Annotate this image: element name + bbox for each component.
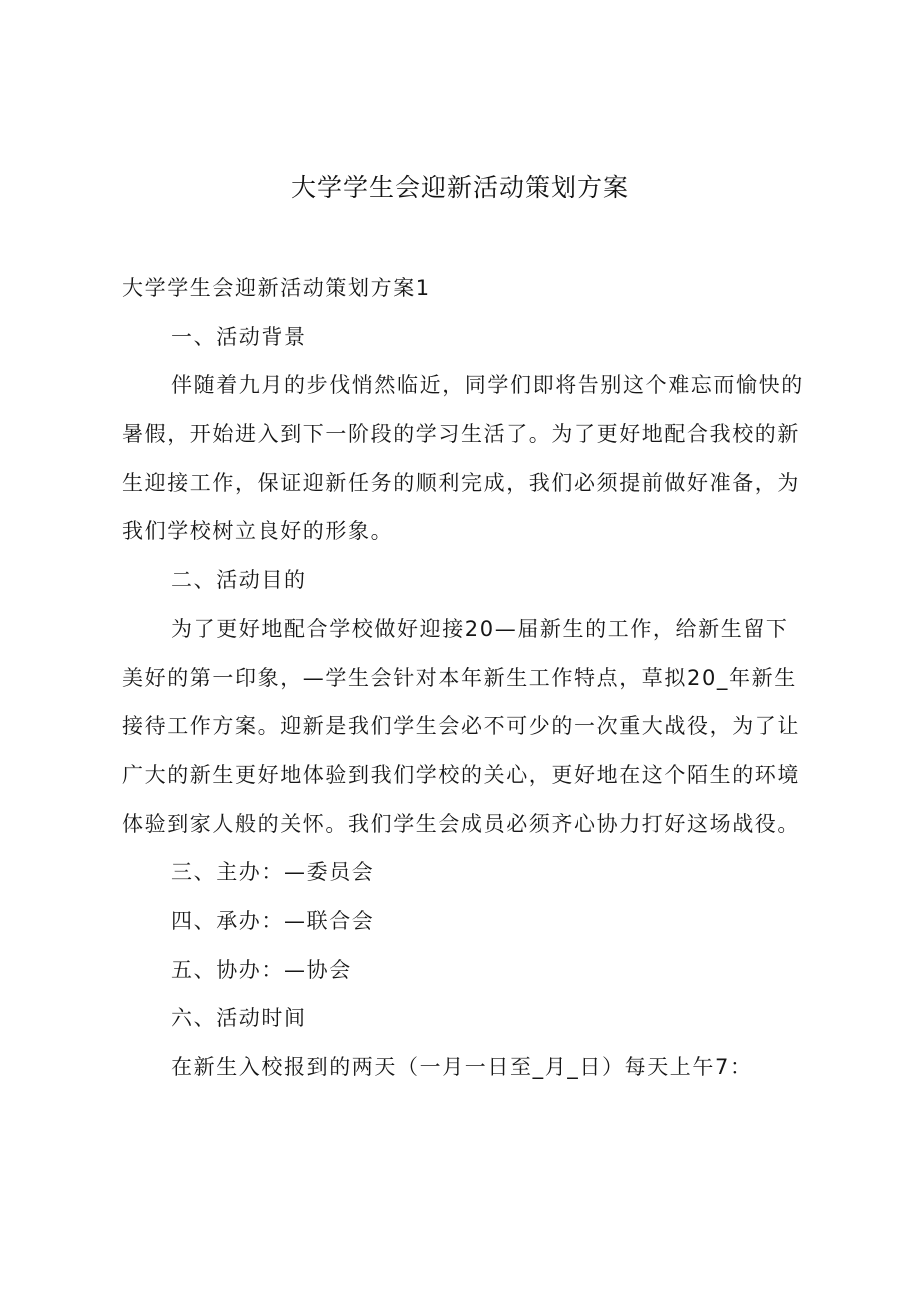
- text-line: 一、活动背景: [171, 324, 307, 349]
- text-line: 接待工作方案。迎新是我们学生会必不可少的一次重大战役，为了让: [122, 714, 800, 739]
- text-line: 生迎接工作，保证迎新任务的顺利完成，我们必须提前做好准备，为: [122, 470, 800, 495]
- text-line: 四、承办：—联合会: [171, 908, 375, 933]
- text-line: 暑假，开始进入到下一阶段的学习生活了。为了更好地配合我校的新: [122, 422, 800, 447]
- text-line: 二、活动目的: [171, 568, 307, 593]
- document-body: [122, 264, 822, 1092]
- text-line: 美好的第一印象，—学生会针对本年新生工作特点，草拟20_年新生: [122, 665, 797, 690]
- text-line: 五、协办：—协会: [171, 957, 352, 982]
- text-line: 六、活动时间: [171, 1006, 307, 1031]
- document-title: 大学学生会迎新活动策划方案: [290, 173, 629, 202]
- text-line: 伴随着九月的步伐悄然临近，同学们即将告别这个难忘而愉快的: [171, 373, 804, 398]
- text-line: 体验到家人般的关怀。我们学生会成员必须齐心协力打好这场战役。: [122, 811, 800, 836]
- text-line: 在新生入校报到的两天（一月一日至_月_日）每天上午7：: [171, 1055, 753, 1079]
- text-line: 广大的新生更好地体验到我们学校的关心，更好地在这个陌生的环境: [122, 762, 800, 787]
- text-line: 三、主办：—委员会: [171, 860, 375, 885]
- text-line: 大学学生会迎新活动策划方案1: [122, 276, 431, 300]
- text-line: 我们学校树立良好的形象。: [122, 519, 394, 544]
- text-line: 为了更好地配合学校做好迎接20—届新生的工作，给新生留下: [171, 616, 789, 641]
